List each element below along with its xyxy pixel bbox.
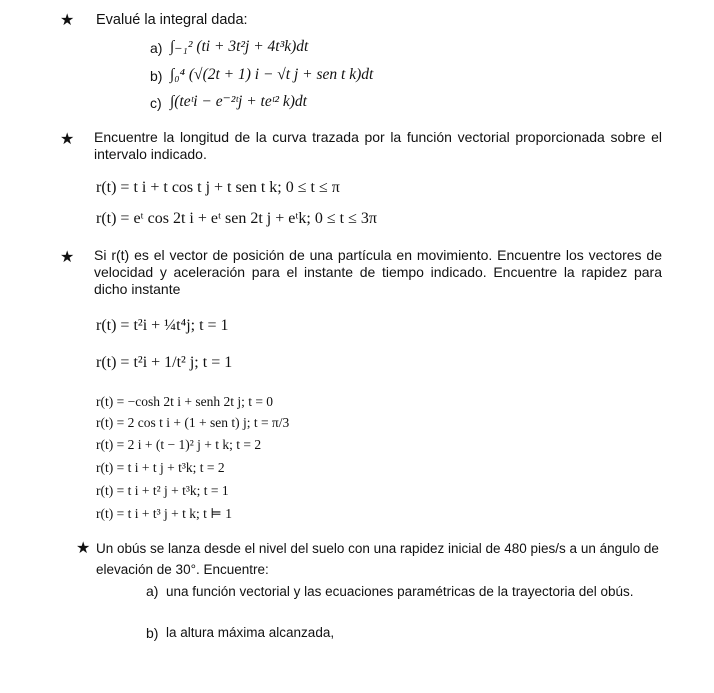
equation: r(t) = t²i + 1/t² j; t = 1 — [96, 354, 233, 371]
section4-item-a: una función vectorial y las ecuaciones paramétricas de la trayectoria del obús. — [166, 584, 634, 599]
bullet-star-icon: ★ — [60, 10, 75, 29]
section4-item-b: la altura máxima alcanzada, — [166, 625, 335, 640]
equation: r(t) = eᵗ cos 2t i + eᵗ sen 2t j + eᵗk; 0 ≤ t ≤ 3π — [96, 210, 377, 227]
item-label: b) — [150, 68, 163, 84]
equation: r(t) = t i + t j + t³k; t = 2 — [96, 460, 225, 475]
equation: r(t) = t i + t³ j + t k; t ⊨ 1 — [96, 506, 232, 521]
integral-b: ∫₀⁴ (√(2t + 1) i − √t j + sen t k)dt — [170, 66, 374, 83]
item-label: c) — [150, 95, 162, 111]
bullet-star-icon: ★ — [60, 247, 75, 266]
section4-text: Un obús se lanza desde el nivel del suelo con una rapidez inicial de 480 pies/s a un ángulo de elevación de 30°. Encuentre: — [96, 541, 659, 577]
equation: r(t) = −cosh 2t i + senh 2t j; t = 0 — [96, 394, 274, 409]
equation: r(t) = t i + t cos t j + t sen t k; 0 ≤ t ≤ π — [96, 179, 340, 196]
section2-text: Encuentre la longitud de la curva trazada por la función vectorial proporcionada sobre el intervalo indicado. — [94, 129, 662, 162]
integral-a: ∫₋₁² (ti + 3t²j + 4t³k)dt — [170, 38, 309, 55]
bullet-star-icon: ★ — [60, 129, 75, 148]
integral-c: ∫(teᵗi − e⁻²ᵗj + teᵗ² k)dt — [170, 93, 307, 110]
equation: r(t) = 2 cos t i + (1 + sen t) j; t = π/3 — [96, 415, 290, 430]
bullet-star-icon: ★ — [76, 538, 91, 557]
item-label: b) — [146, 625, 159, 641]
item-label: a) — [146, 583, 159, 599]
item-label: a) — [150, 40, 163, 56]
equation: r(t) = 2 i + (t − 1)² j + t k; t = 2 — [96, 437, 262, 452]
equation: r(t) = t²i + ¼t⁴j; t = 1 — [96, 317, 229, 334]
section1-title: Evalué la integral dada: — [96, 12, 248, 28]
equation: r(t) = t i + t² j + t³k; t = 1 — [96, 483, 229, 498]
section3-text: Si r(t) es el vector de posición de una partícula en movimiento. Encuentre los vectores de velocidad y aceleración para el instante de tiempo indicado. Encuentre la rapidez para dicho instante — [94, 247, 662, 297]
